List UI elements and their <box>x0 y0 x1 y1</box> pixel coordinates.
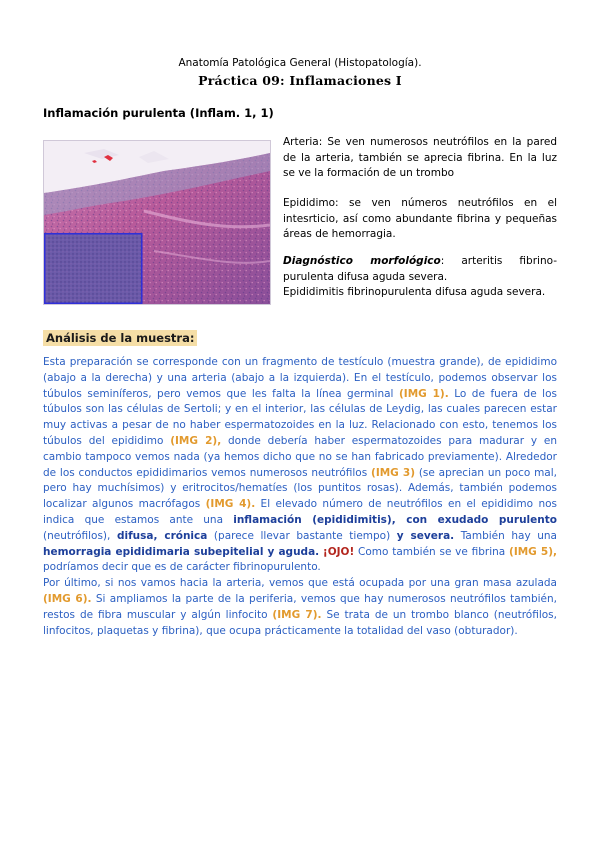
image-reference: (IMG 7). <box>272 608 322 621</box>
epididimo-text: Epididimo: se ven números neutrófilos en el intesrticio, así como abundante fibrina y pequeñas áreas de hemorragia. <box>283 197 557 240</box>
micrograph-image <box>44 141 270 304</box>
body-text-run: donde debería haber espermatozoides para madurar y en cambio tampoco vemos nada (ya hemos dicho que no se han fabricado previamente). Alrededor de los conductos epididimarios vemos numerosos neutrófilos <box>43 434 557 479</box>
emphasis-text: difusa, crónica <box>116 529 208 542</box>
diagnosis-line <box>283 254 557 285</box>
body-text-run: Como también se ve fibrina <box>354 545 510 558</box>
diagnosis-text-1: arteritis fibrino-purulenta difusa aguda severa. <box>283 255 558 283</box>
image-reference: (IMG 6). <box>43 592 92 605</box>
body-text-run: (neutrófilos), <box>43 529 117 542</box>
analysis-paragraph-2 <box>43 576 557 639</box>
body-text-run: Esta preparación se corresponde con un fragmento de testículo (muestra grande), de epididimo (abajo a la derecha) y una arteria (abajo a la izquierda). En el testículo, podemos observar los túbulos seminíferos, pero vemos que les falta la línea germinal <box>43 356 557 400</box>
emphasis-text: hemorragia epididimaria subepitelial y aguda. <box>43 545 320 558</box>
body-text-run: Por último, si nos vamos hacia la arteria, vemos que está ocupada por una gran masa azulada <box>43 577 557 590</box>
image-reference: (IMG 2), <box>170 434 222 447</box>
image-reference: (IMG 1). <box>398 387 449 400</box>
diagnosis-separator: : <box>440 255 462 267</box>
section-heading: Inflamación purulenta (Inflam. 1, 1) <box>43 106 274 120</box>
analysis-paragraph-1 <box>43 355 557 576</box>
analysis-heading: Análisis de la muestra: <box>43 330 197 346</box>
diagnosis-block <box>283 254 557 301</box>
practice-title: Práctica 09: Inflamaciones I <box>198 73 402 88</box>
body-text-run: Si ampliamos la parte de la periferia, vemos que hay numerosos neutrófilos también, restos de fibra muscular y algún linfocito <box>43 592 557 621</box>
body-text-run: (parece llevar bastante tiempo) <box>207 529 397 542</box>
arteria-description <box>283 135 557 182</box>
image-reference: (IMG 4). <box>205 498 256 511</box>
warning-text: ¡OJO! <box>322 545 355 558</box>
diagnosis-text-2: Epididimitis fibrinopurulenta difusa aguda severa. <box>283 286 546 298</box>
emphasis-text: y severa. <box>396 529 455 542</box>
body-text-run: El elevado número de neutrófilos en el epididimo nos indica que estamos ante una <box>43 498 558 526</box>
emphasis-text: inflamación (epididimitis), con exudado purulento <box>233 513 557 526</box>
body-text-run: (se aprecian un poco mal, pero hay muchísimos) y eritrocitos/hematíes (los puntitos rosas). Además, también podemos localizar algunos macrófagos <box>43 466 557 511</box>
course-subtitle: Anatomía Patológica General (Histopatología). <box>178 57 422 69</box>
body-text-run: También hay una <box>454 529 557 542</box>
image-reference: (IMG 3) <box>371 466 416 479</box>
body-text-run: podríamos decir que es de carácter fibrinopurulento. <box>43 561 321 574</box>
epididimo-description <box>283 196 557 243</box>
image-reference: (IMG 5), <box>509 545 557 558</box>
analysis-body <box>43 355 557 639</box>
body-text-run: Se trata de un trombo blanco (neutrófilos, linfocitos, plaquetas y fibrina), que ocupa prácticamente la totalidad del vaso (obturador). <box>43 608 557 637</box>
arteria-text: Arteria: Se ven numerosos neutrófilos en la pared de la arteria, también se aprecia fibrina. En la luz se ve la formación de un trombo <box>283 136 557 179</box>
diagnosis-label: Diagnóstico morfológico <box>283 255 441 267</box>
body-text-run: Lo de fuera de los túbulos son las células de Sertoli; y en el interior, las células de Leydig, las cuales parecen estar muy activas a pesar de no haber espermatozoides en la luz. Relacionado con esto, tenemos los túbulos del epididimo <box>43 387 557 447</box>
histology-micrograph <box>43 140 271 305</box>
